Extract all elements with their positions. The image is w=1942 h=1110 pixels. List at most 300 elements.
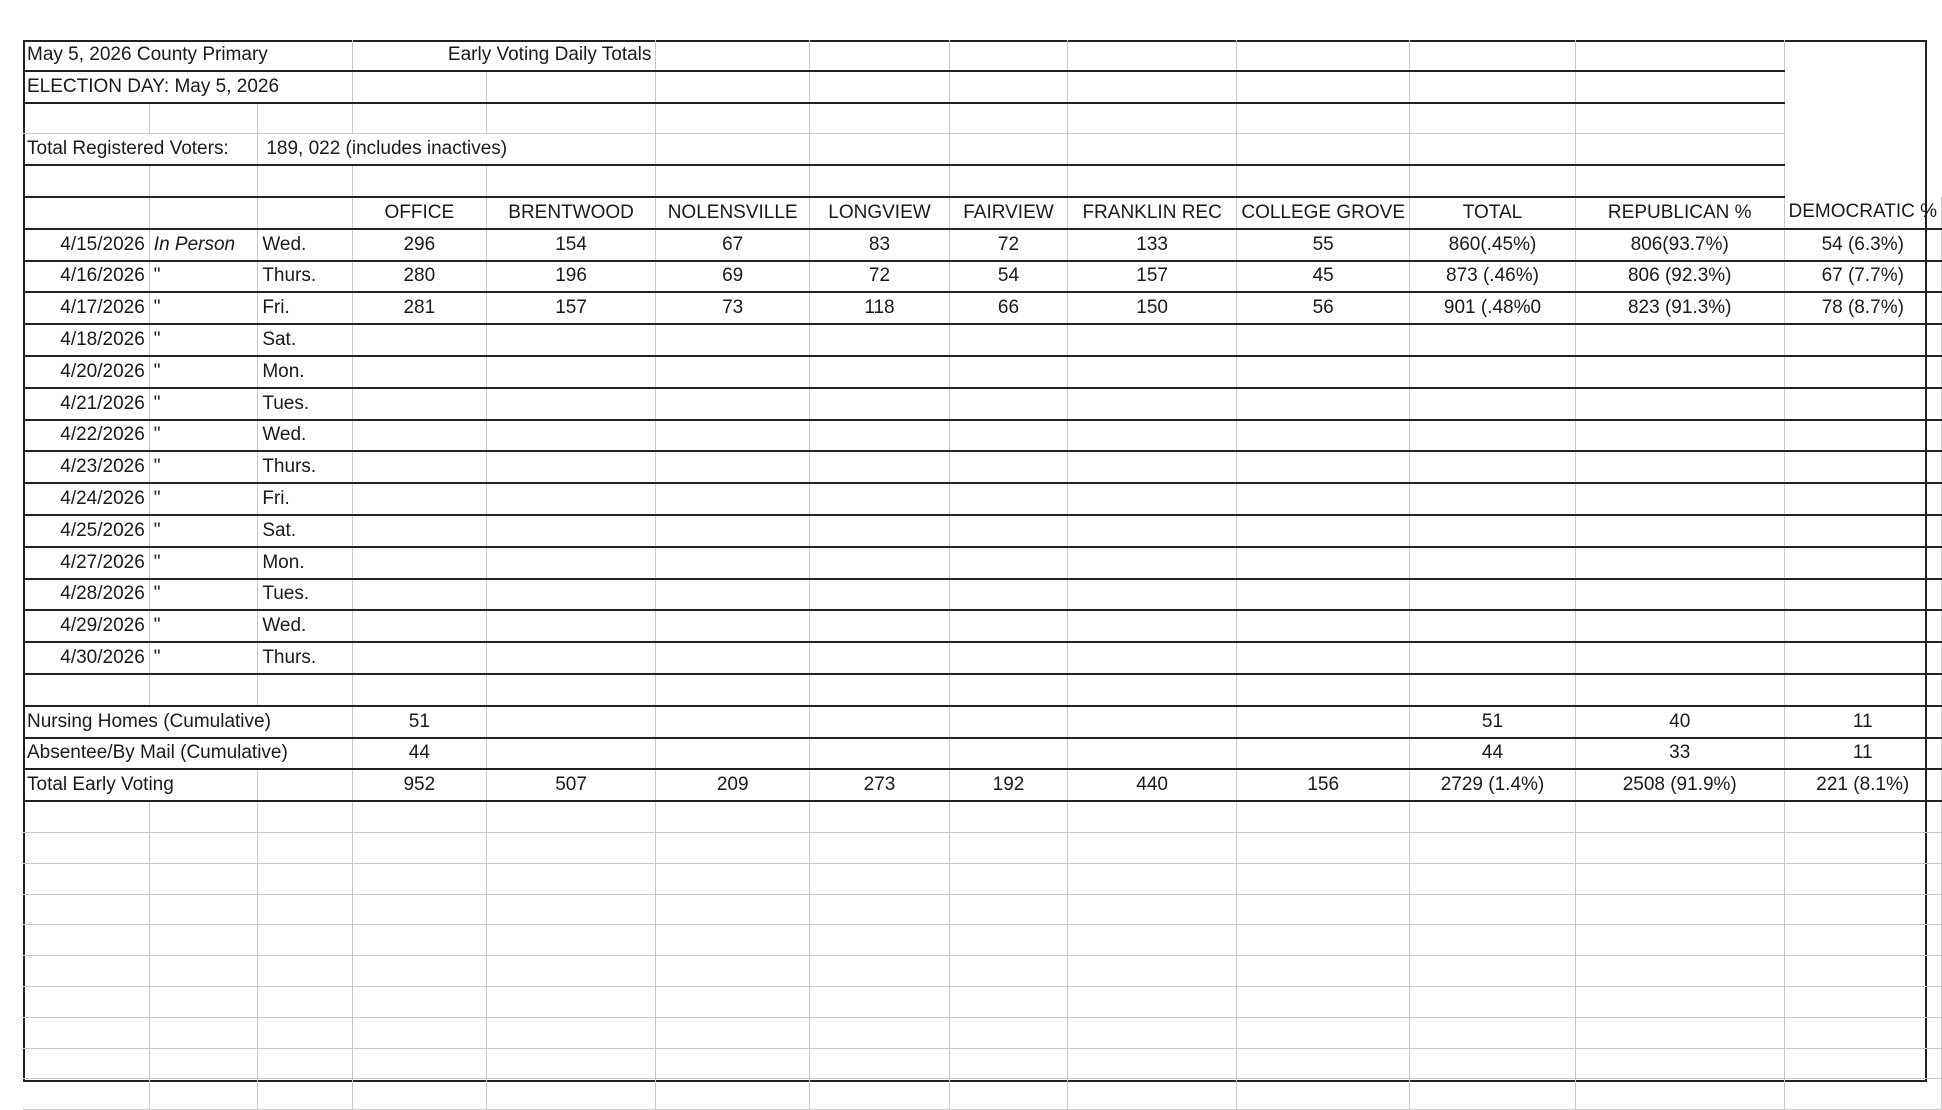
table-cell xyxy=(656,706,810,738)
value-cell xyxy=(352,420,486,452)
column-header: OFFICE xyxy=(352,197,486,229)
value-cell xyxy=(950,483,1068,515)
day-cell: Mon. xyxy=(258,356,353,388)
value-cell xyxy=(1575,547,1784,579)
table-row xyxy=(23,483,1942,515)
value-cell xyxy=(486,420,656,452)
table-cell xyxy=(1575,801,1784,832)
table-row xyxy=(23,579,1942,611)
value-cell xyxy=(656,579,810,611)
type-cell: " xyxy=(149,356,258,388)
table-cell xyxy=(1410,1048,1576,1079)
table-cell xyxy=(950,1079,1068,1110)
date-cell: 4/21/2026 xyxy=(23,388,149,420)
empty-row xyxy=(23,863,1942,894)
table-cell xyxy=(352,894,486,925)
day-cell: Thurs. xyxy=(258,261,353,293)
value-cell xyxy=(1237,610,1410,642)
value-cell xyxy=(950,610,1068,642)
table-cell xyxy=(809,706,949,738)
value-cell xyxy=(950,579,1068,611)
day-cell: Tues. xyxy=(258,579,353,611)
total-value-cell: 209 xyxy=(656,769,810,801)
table-cell xyxy=(1575,832,1784,863)
type-cell: " xyxy=(149,292,258,324)
value-cell xyxy=(1784,547,1941,579)
value-cell: 806(93.7%) xyxy=(1575,229,1784,261)
table-cell xyxy=(149,925,258,956)
table-cell xyxy=(1237,986,1410,1017)
summary-row xyxy=(23,738,1942,770)
table-cell xyxy=(352,1017,486,1048)
table-cell xyxy=(809,1048,949,1079)
table-cell xyxy=(1067,1079,1236,1110)
table-cell xyxy=(809,863,949,894)
table-cell xyxy=(1410,925,1576,956)
table-cell xyxy=(1237,894,1410,925)
table-cell xyxy=(1575,925,1784,956)
type-cell: " xyxy=(149,515,258,547)
table-cell xyxy=(1575,956,1784,987)
value-cell xyxy=(1237,483,1410,515)
table-cell xyxy=(1237,738,1410,770)
table-cell xyxy=(1410,956,1576,987)
date-cell: 4/20/2026 xyxy=(23,356,149,388)
value-cell xyxy=(950,451,1068,483)
value-cell: 72 xyxy=(950,229,1068,261)
value-cell xyxy=(1237,388,1410,420)
title-row xyxy=(23,40,1942,71)
table-row xyxy=(23,515,1942,547)
value-cell: 78 (8.7%) xyxy=(1784,292,1941,324)
value-cell xyxy=(1784,356,1941,388)
value-cell xyxy=(656,324,810,356)
table-cell xyxy=(809,738,949,770)
separator-row xyxy=(23,674,1942,706)
table-cell xyxy=(352,832,486,863)
value-cell xyxy=(486,610,656,642)
total-label: Total Early Voting xyxy=(23,769,258,801)
summary-label: Absentee/By Mail (Cumulative) xyxy=(23,738,352,770)
table-cell xyxy=(809,925,949,956)
value-cell xyxy=(1067,420,1236,452)
table-cell xyxy=(950,894,1068,925)
value-cell: 150 xyxy=(1067,292,1236,324)
value-cell xyxy=(1067,483,1236,515)
value-cell xyxy=(486,451,656,483)
table-cell xyxy=(656,1079,810,1110)
day-cell: Fri. xyxy=(258,483,353,515)
summary-rows xyxy=(23,706,1942,801)
table-cell xyxy=(1237,801,1410,832)
type-cell: " xyxy=(149,579,258,611)
table-cell xyxy=(1067,706,1236,738)
table-cell xyxy=(809,1079,949,1110)
column-header: REPUBLICAN % xyxy=(1575,197,1784,229)
value-cell xyxy=(486,547,656,579)
value-cell xyxy=(1784,483,1941,515)
value-cell xyxy=(1410,579,1576,611)
registered-voters-row xyxy=(23,134,1942,165)
value-cell xyxy=(1575,388,1784,420)
value-cell xyxy=(352,324,486,356)
type-cell: In Person xyxy=(149,229,258,261)
value-cell xyxy=(1784,420,1941,452)
value-cell xyxy=(809,515,949,547)
value-cell xyxy=(1237,547,1410,579)
type-cell: " xyxy=(149,261,258,293)
value-cell xyxy=(1575,356,1784,388)
table-cell xyxy=(1410,863,1576,894)
value-cell xyxy=(950,547,1068,579)
total-value-cell: 156 xyxy=(1237,769,1410,801)
table-cell xyxy=(1575,1017,1784,1048)
table-cell xyxy=(149,832,258,863)
value-cell xyxy=(1067,547,1236,579)
table-row xyxy=(23,356,1942,388)
table-cell xyxy=(23,674,149,706)
table-cell xyxy=(1237,832,1410,863)
table-cell xyxy=(1237,1017,1410,1048)
table-cell xyxy=(149,894,258,925)
table-cell xyxy=(149,986,258,1017)
value-cell xyxy=(656,515,810,547)
table-cell xyxy=(1784,1079,1941,1110)
date-cell: 4/18/2026 xyxy=(23,324,149,356)
table-cell xyxy=(258,925,353,956)
value-cell xyxy=(1237,451,1410,483)
table-cell xyxy=(656,986,810,1017)
table-cell xyxy=(809,956,949,987)
day-cell: Fri. xyxy=(258,292,353,324)
table-cell xyxy=(950,832,1068,863)
table-cell xyxy=(1410,674,1576,706)
type-cell: " xyxy=(149,483,258,515)
table-cell xyxy=(486,894,656,925)
value-cell xyxy=(1784,388,1941,420)
column-header: NOLENSVILLE xyxy=(656,197,810,229)
day-cell: Thurs. xyxy=(258,451,353,483)
value-cell xyxy=(1410,483,1576,515)
table-cell xyxy=(1067,925,1236,956)
table-cell xyxy=(950,801,1068,832)
value-cell xyxy=(1784,515,1941,547)
table-cell xyxy=(149,956,258,987)
table-cell xyxy=(486,738,656,770)
value-cell: 133 xyxy=(1067,229,1236,261)
table-cell xyxy=(809,674,949,706)
table-cell xyxy=(656,894,810,925)
total-value-cell: 507 xyxy=(486,769,656,801)
value-cell xyxy=(486,483,656,515)
table-cell xyxy=(23,986,149,1017)
value-cell: 83 xyxy=(809,229,949,261)
value-cell xyxy=(1410,610,1576,642)
table-cell xyxy=(1067,986,1236,1017)
value-cell xyxy=(1237,642,1410,674)
value-cell xyxy=(1237,515,1410,547)
election-name: May 5, 2026 County Primary xyxy=(23,40,352,71)
column-header: COLLEGE GROVE xyxy=(1237,197,1410,229)
value-cell: 54 xyxy=(950,261,1068,293)
column-header: BRENTWOOD xyxy=(486,197,656,229)
table-cell xyxy=(1067,1017,1236,1048)
table-cell xyxy=(1067,956,1236,987)
value-cell: 157 xyxy=(486,292,656,324)
table-cell xyxy=(486,925,656,956)
value-cell xyxy=(1410,388,1576,420)
value-cell xyxy=(809,356,949,388)
value-cell xyxy=(486,388,656,420)
blank-rows xyxy=(23,801,1942,1109)
table-row xyxy=(23,229,1942,261)
table-cell xyxy=(23,1048,149,1079)
value-cell: 73 xyxy=(656,292,810,324)
value-cell xyxy=(1067,388,1236,420)
value-cell xyxy=(486,356,656,388)
table-cell xyxy=(149,1048,258,1079)
value-cell xyxy=(1067,451,1236,483)
value-cell xyxy=(950,324,1068,356)
total-value-cell: 221 (8.1%) xyxy=(1784,769,1941,801)
table-cell xyxy=(258,894,353,925)
day-cell: Wed. xyxy=(258,420,353,452)
empty-row xyxy=(23,894,1942,925)
value-cell xyxy=(1784,642,1941,674)
table-cell xyxy=(352,1048,486,1079)
table-cell xyxy=(258,863,353,894)
value-cell: 296 xyxy=(352,229,486,261)
table-cell xyxy=(1784,801,1941,832)
value-cell xyxy=(1784,324,1941,356)
type-cell: " xyxy=(149,547,258,579)
table-cell xyxy=(1784,894,1941,925)
total-value-cell: 192 xyxy=(950,769,1068,801)
table-cell xyxy=(352,986,486,1017)
value-cell xyxy=(809,451,949,483)
table-cell xyxy=(149,674,258,706)
value-cell xyxy=(352,388,486,420)
table-cell xyxy=(258,1079,353,1110)
registered-label: Total Registered Voters: xyxy=(23,134,258,165)
table-cell xyxy=(809,894,949,925)
day-cell: Sat. xyxy=(258,515,353,547)
total-value-cell: 440 xyxy=(1067,769,1236,801)
total-cell: 51 xyxy=(1410,706,1576,738)
value-cell: 67 xyxy=(656,229,810,261)
value-cell xyxy=(950,642,1068,674)
table-cell xyxy=(486,706,656,738)
table-cell xyxy=(23,956,149,987)
table-cell xyxy=(352,1079,486,1110)
day-cell: Wed. xyxy=(258,229,353,261)
table-cell xyxy=(486,956,656,987)
value-cell xyxy=(1575,324,1784,356)
date-cell: 4/23/2026 xyxy=(23,451,149,483)
day-cell: Sat. xyxy=(258,324,353,356)
table-cell xyxy=(486,863,656,894)
table-cell xyxy=(258,769,353,801)
value-cell xyxy=(1410,324,1576,356)
table-cell xyxy=(486,801,656,832)
republican-cell: 40 xyxy=(1575,706,1784,738)
value-cell xyxy=(950,388,1068,420)
value-cell: 154 xyxy=(486,229,656,261)
table-cell xyxy=(352,956,486,987)
table-cell xyxy=(486,1017,656,1048)
table-cell xyxy=(950,925,1068,956)
total-early-voting-row xyxy=(23,769,1942,801)
type-cell: " xyxy=(149,610,258,642)
value-cell: 806 (92.3%) xyxy=(1575,261,1784,293)
value-cell xyxy=(352,356,486,388)
value-cell xyxy=(1067,610,1236,642)
value-cell: 281 xyxy=(352,292,486,324)
value-cell xyxy=(1237,579,1410,611)
value-cell xyxy=(950,515,1068,547)
value-cell: 55 xyxy=(1237,229,1410,261)
table-cell xyxy=(23,863,149,894)
value-cell xyxy=(352,579,486,611)
table-cell xyxy=(1410,1079,1576,1110)
value-cell xyxy=(1410,642,1576,674)
value-cell: 901 (.48%0 xyxy=(1410,292,1576,324)
table-row xyxy=(23,610,1942,642)
day-cell: Thurs. xyxy=(258,642,353,674)
early-voting-table xyxy=(23,40,1942,1110)
date-cell: 4/30/2026 xyxy=(23,642,149,674)
value-cell: 823 (91.3%) xyxy=(1575,292,1784,324)
total-value-cell: 952 xyxy=(352,769,486,801)
table-cell xyxy=(1237,1048,1410,1079)
value-cell xyxy=(1575,579,1784,611)
democratic-cell: 11 xyxy=(1784,738,1941,770)
table-cell xyxy=(1067,738,1236,770)
value-cell xyxy=(1410,420,1576,452)
value-cell xyxy=(809,642,949,674)
table-cell xyxy=(950,956,1068,987)
table-cell xyxy=(1067,1048,1236,1079)
value-cell xyxy=(1410,451,1576,483)
value-cell: 66 xyxy=(950,292,1068,324)
value-cell xyxy=(656,451,810,483)
table-cell xyxy=(1237,925,1410,956)
table-row xyxy=(23,292,1942,324)
table-cell xyxy=(656,1017,810,1048)
registered-value: 189, 022 (includes inactives) xyxy=(258,134,656,165)
table-cell xyxy=(1784,925,1941,956)
table-cell xyxy=(1410,986,1576,1017)
table-cell xyxy=(950,1048,1068,1079)
table-cell xyxy=(1575,1048,1784,1079)
table-cell xyxy=(656,956,810,987)
empty-row xyxy=(23,1048,1942,1079)
value-cell xyxy=(352,642,486,674)
value-cell xyxy=(1784,579,1941,611)
value-cell xyxy=(1784,610,1941,642)
table-row xyxy=(23,451,1942,483)
column-header: LONGVIEW xyxy=(809,197,949,229)
value-cell: 118 xyxy=(809,292,949,324)
table-cell xyxy=(149,801,258,832)
table-cell xyxy=(809,1017,949,1048)
table-cell xyxy=(352,863,486,894)
value-cell xyxy=(352,610,486,642)
value-cell xyxy=(486,324,656,356)
table-cell xyxy=(1575,674,1784,706)
table-cell xyxy=(1575,863,1784,894)
table-cell xyxy=(258,1017,353,1048)
table-cell xyxy=(149,1079,258,1110)
value-cell: 860(.45%) xyxy=(1410,229,1576,261)
total-value-cell: 273 xyxy=(809,769,949,801)
table-cell xyxy=(1237,956,1410,987)
type-cell: " xyxy=(149,420,258,452)
value-cell xyxy=(1410,547,1576,579)
table-cell xyxy=(950,986,1068,1017)
value-cell xyxy=(656,420,810,452)
table-cell xyxy=(1784,986,1941,1017)
table-cell xyxy=(258,674,353,706)
value-cell: 72 xyxy=(809,261,949,293)
table-cell xyxy=(950,863,1068,894)
table-cell xyxy=(1784,832,1941,863)
value-cell xyxy=(809,388,949,420)
table-cell xyxy=(1784,674,1941,706)
value-cell xyxy=(1575,420,1784,452)
table-cell xyxy=(1237,706,1410,738)
value-cell xyxy=(656,356,810,388)
value-cell xyxy=(1067,324,1236,356)
value-cell xyxy=(1237,420,1410,452)
table-cell xyxy=(149,863,258,894)
value-cell xyxy=(809,547,949,579)
table-cell xyxy=(1067,894,1236,925)
table-cell xyxy=(258,986,353,1017)
total-value-cell: 2508 (91.9%) xyxy=(1575,769,1784,801)
table-cell xyxy=(1237,1079,1410,1110)
table-cell xyxy=(486,1048,656,1079)
value-cell xyxy=(809,610,949,642)
date-cell: 4/16/2026 xyxy=(23,261,149,293)
table-row xyxy=(23,642,1942,674)
value-cell xyxy=(809,579,949,611)
election-day: ELECTION DAY: May 5, 2026 xyxy=(23,71,352,103)
date-cell: 4/29/2026 xyxy=(23,610,149,642)
value-cell: 45 xyxy=(1237,261,1410,293)
value-cell xyxy=(1067,579,1236,611)
table-cell xyxy=(1410,894,1576,925)
date-cell: 4/24/2026 xyxy=(23,483,149,515)
table-cell xyxy=(1784,956,1941,987)
date-cell: 4/28/2026 xyxy=(23,579,149,611)
value-cell xyxy=(1067,642,1236,674)
table-cell xyxy=(1067,863,1236,894)
table-cell xyxy=(656,863,810,894)
value-cell xyxy=(1575,610,1784,642)
election-day-row xyxy=(23,71,1942,103)
table-cell xyxy=(809,832,949,863)
table-row xyxy=(23,420,1942,452)
office-cell: 44 xyxy=(352,738,486,770)
empty-row xyxy=(23,1079,1942,1110)
value-cell xyxy=(656,642,810,674)
table-cell xyxy=(1575,1079,1784,1110)
table-cell xyxy=(258,1048,353,1079)
table-cell xyxy=(950,1017,1068,1048)
table-cell xyxy=(1410,832,1576,863)
type-cell: " xyxy=(149,324,258,356)
